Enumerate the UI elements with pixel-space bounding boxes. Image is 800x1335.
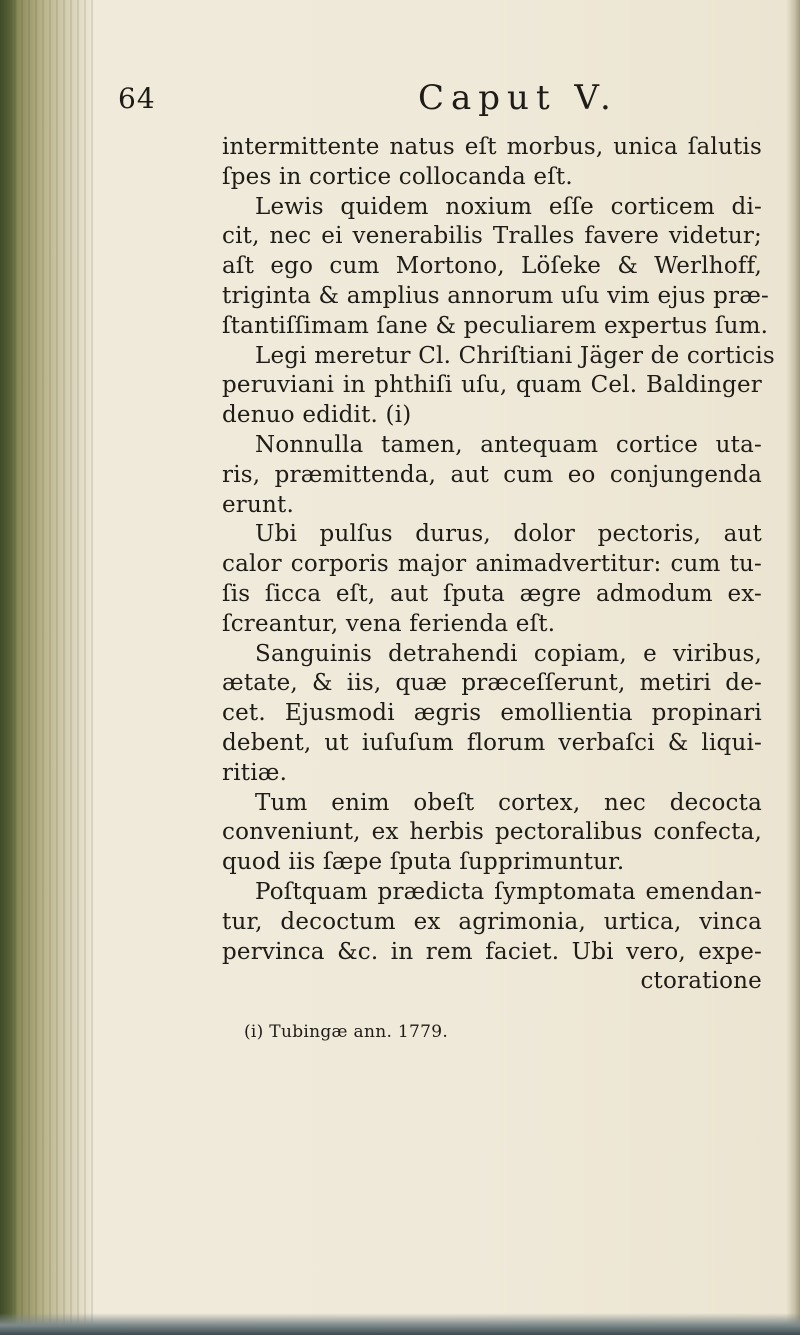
text-line: ris, præmittenda, aut cum eo conjungenda <box>222 461 762 488</box>
text-line: Legi meretur Cl. Chriſtiani Jäger de corticis <box>255 342 775 369</box>
text-line: debent, ut iuſuſum florum verbaſci & liqui- <box>222 729 762 756</box>
text-line: Nonnulla tamen, antequam cortice uta- <box>255 431 762 458</box>
text-line: erunt. <box>222 491 294 518</box>
text-line: intermittente natus eſt morbus, unica ſalutis <box>222 134 762 160</box>
text-line: Poſtquam prædicta ſymptomata emendan- <box>255 878 762 905</box>
text-line: denuo edidit. (i) <box>222 402 412 429</box>
body-text <box>222 133 775 997</box>
text-line: conveniunt, ex herbis pectoralibus confecta, <box>222 819 762 846</box>
text-line: ſpes in cortice collocanda eſt. <box>222 163 573 190</box>
text-line: Ubi pulſus durus, dolor pectoris, aut <box>255 521 762 548</box>
text-line: ritiæ. <box>222 759 288 786</box>
text-line: ſtantiſſimam ſane & peculiarem expertus ſum. <box>222 312 769 339</box>
text-line: cit, nec ei venerabilis Tralles favere videtur; <box>222 223 762 250</box>
text-line: Sanguinis detrahendi copiam, e viribus, <box>255 640 762 667</box>
text-line: tur, decoctum ex agrimonia, urtica, vinca <box>222 908 762 935</box>
text-line: quod iis ſæpe ſputa ſupprimuntur. <box>222 849 625 876</box>
text-line: Lewis quidem noxium eſſe corticem di- <box>255 193 762 220</box>
page-bottom-edge <box>0 1313 800 1335</box>
text-line: pervinca &c. in rem faciet. Ubi vero, expe- <box>222 938 762 965</box>
running-head: Caput V. <box>418 78 618 118</box>
page-number: 64 <box>118 82 156 115</box>
page-right-edge <box>786 0 800 1335</box>
page-header <box>118 78 638 122</box>
binding-edge <box>0 0 18 1335</box>
text-line: cet. Ejusmodi ægris emollientia propinari <box>222 700 762 727</box>
text-line: ctoratione <box>640 968 762 995</box>
text-line: aſt ego cum Mortono, Löſeke & Werlhoff, <box>222 253 762 280</box>
text-line: ætate, & iis, quæ præceſſerunt, metiri de- <box>222 670 762 697</box>
text-line: calor corporis major animadvertitur: cum tu- <box>222 551 762 578</box>
text-line: ſcreantur, vena ferienda eſt. <box>222 610 556 637</box>
text-line: peruviani in phthiſi uſu, quam Cel. Baldinger <box>222 372 762 399</box>
text-line: triginta & amplius annorum uſu vim ejus præ- <box>222 282 770 309</box>
text-line: ſis ſicca eſt, aut ſputa ægre admodum ex- <box>222 580 762 607</box>
footnote: (i) Tubingæ ann. 1779. <box>244 1022 449 1042</box>
text-line: Tum enim obeſt cortex, nec decocta <box>255 789 762 816</box>
